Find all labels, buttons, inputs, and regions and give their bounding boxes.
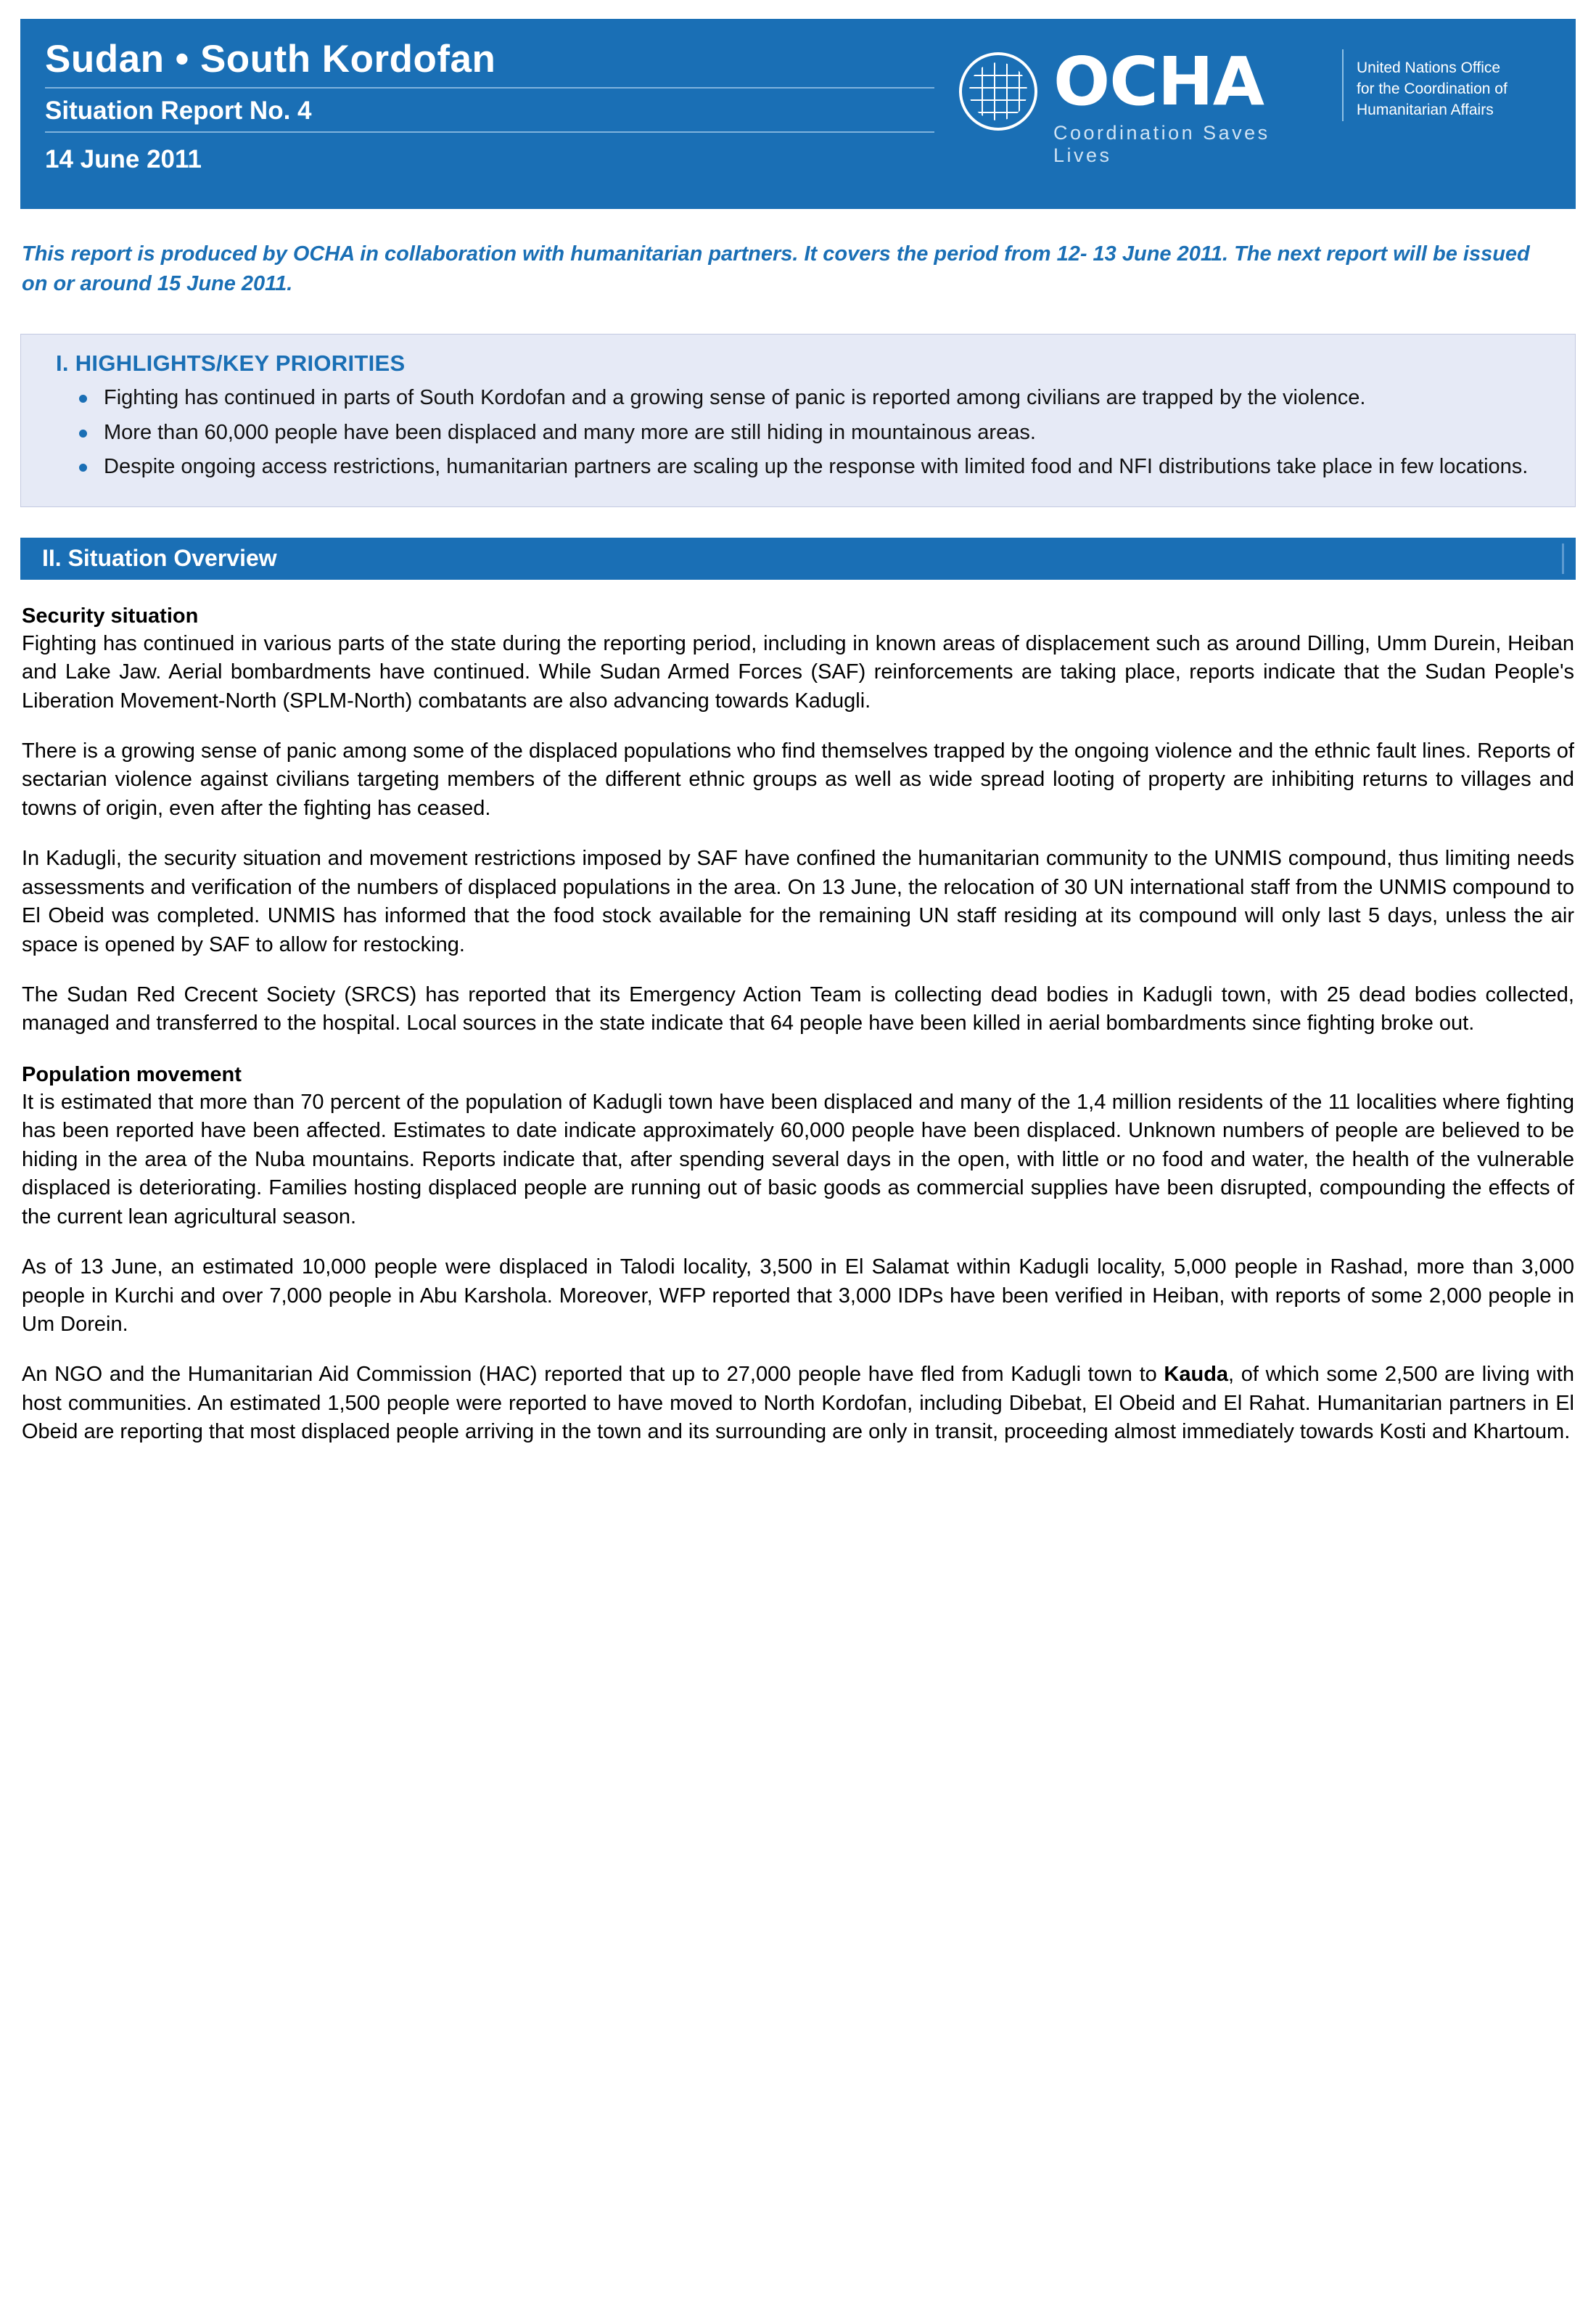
- ocha-logo-block: [942, 19, 1576, 209]
- highlights-list: [43, 384, 1553, 487]
- intro-paragraph: This report is produced by OCHA in collaboration with humanitarian partners. It covers the period from 12- 13 June 2011. The next report will be issued on or around 15 June 2011.: [22, 242, 1530, 296]
- paragraph-part-1: An NGO and the Humanitarian Aid Commission (HAC) reported that up to 27,000 people have fled from Kadugli town to: [22, 1363, 1164, 1387]
- section-bar-situation-overview: [20, 538, 1576, 580]
- ocha-acronym: OCHA: [1053, 43, 1264, 120]
- highlights-box: [20, 334, 1576, 506]
- report-header: [20, 19, 1576, 209]
- section-bar-label: II. Situation Overview: [42, 545, 277, 572]
- ocha-full-name-line-1: United Nations Office: [1357, 60, 1501, 76]
- list-item: Fighting has continued in parts of South Kordofan and a growing sense of panic is reported among civilians are trapped by the violence.: [69, 384, 1553, 418]
- paragraph: It is estimated that more than 70 percent of the population of Kadugli town have been displaced and many of the 1,4 million residents of the 11 localities where fighting has been reported have been affected. Estimates to date indicate approximately 60,000 people have been displaced. Unknown numbers of people are believed to be hiding in the area of the Nuba mountains. Reports indicate that, after spending several days in the open, with little or no food and water, the health of the vulnerable displaced is deteriorating. Families hosting displaced people are running out of basic goods as commercial supplies have been disrupted, compounding the effects of the current lean agricultural season.: [22, 1090, 1574, 1228]
- list-item: Despite ongoing access restrictions, humanitarian partners are scaling up the response with limited food and NFI distributions take place in few locations.: [69, 453, 1553, 487]
- paragraph: In Kadugli, the security situation and movement restrictions imposed by SAF have confined the humanitarian community to the UNMIS compound, thus limiting needs assessments and verification of the numbers of displaced populations in the area. On 13 June, the relocation of 30 UN international staff from the UNMIS compound to El Obeid was completed. UNMIS has informed that the food stock available for the remaining UN staff residing at its compound will only last 5 days, unless the air space is opened by SAF to allow for restocking.: [22, 847, 1574, 956]
- ocha-full-name: [1342, 49, 1560, 121]
- header-title-block: [20, 19, 942, 209]
- ocha-text-wrap: [1053, 43, 1326, 167]
- report-date: 14 June 2011: [45, 144, 202, 173]
- location-highlight: Kauda: [1164, 1363, 1229, 1387]
- subsection-heading-population: Population movement: [22, 1062, 242, 1086]
- header-divider-2: [45, 131, 934, 133]
- ocha-lockup: [959, 43, 1560, 167]
- ocha-full-name-line-3: Humanitarian Affairs: [1357, 101, 1494, 118]
- paragraph: As of 13 June, an estimated 10,000 people were displaced in Talodi locality, 3,500 in El Salamat within Kadugli locality, 5,000 people in Rashad, more than 3,000 people in Kurchi and over 7,000 people in Abu Karshola. Moreover, WFP reported that 3,000 IDPs have been verified in Heiban, with reports of some 2,000 people in Um Dorein.: [22, 1255, 1574, 1336]
- list-item: More than 60,000 people have been displaced and many more are still hiding in mountainous areas.: [69, 419, 1553, 453]
- paragraph-part-2: , of which some 2,500 are living with host communities. An estimated 1,500 people were reported to have moved to North Kordofan, including Dibebat, El Obeid and El Rahat. Humanitarian partners in El Obeid are reporting that most displaced people arriving in the town and its surrounding are only in transit, proceeding almost immediately towards Kosti and Khartoum.: [22, 1363, 1574, 1444]
- paragraph: There is a growing sense of panic among some of the displaced populations who find themselves trapped by the ongoing violence and the ethnic fault lines. Reports of sectarian violence against civilians targeting members of the different ethnic groups as well as wide spread looting of property are inhibiting returns to villages and towns of origin, even after the fighting has ceased.: [22, 739, 1574, 820]
- section-body: [20, 604, 1576, 1447]
- page-title: Sudan • South Kordofan: [45, 38, 496, 81]
- report-number: Situation Report No. 4: [45, 96, 312, 125]
- subsection-heading-security: Security situation: [22, 604, 199, 628]
- paragraph-with-bold: [22, 1361, 1574, 1446]
- ocha-tagline: Coordination Saves Lives: [1053, 122, 1270, 167]
- un-emblem-icon: [959, 52, 1037, 131]
- header-divider-1: [45, 87, 934, 89]
- un-emblem-grid: [969, 62, 1027, 120]
- paragraph: Fighting has continued in various parts of the state during the reporting period, including in known areas of displacement such as around Dilling, Umm Durein, Heiban and Lake Jaw. Aerial bombardments have continued. While Sudan Armed Forces (SAF) reinforcements are taking place, reports indicate that the Sudan People's Liberation Movement-North (SPLM-North) combatants are also advancing towards Kadugli.: [22, 631, 1574, 713]
- ocha-full-name-line-2: for the Coordination of: [1357, 80, 1507, 97]
- paragraph: The Sudan Red Crecent Society (SRCS) has reported that its Emergency Action Team is collecting dead bodies in Kadugli town, with 25 dead bodies collected, managed and transferred to the hospital. Local sources in the state indicate that 64 people have been killed in aerial bombardments since fighting broke out.: [22, 983, 1574, 1035]
- highlights-heading: I. HIGHLIGHTS/KEY PRIORITIES: [56, 350, 406, 377]
